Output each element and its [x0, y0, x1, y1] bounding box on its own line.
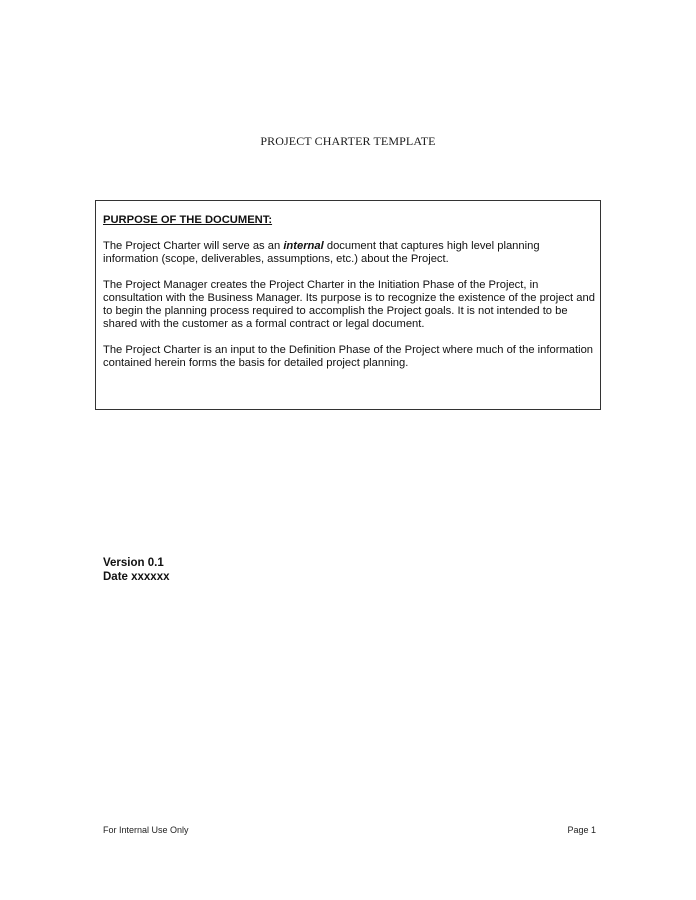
version-label: Version 0.1	[103, 557, 164, 569]
footer-page-number: Page 1	[567, 825, 596, 835]
purpose-box	[95, 200, 601, 410]
paragraph-1-after: document that captures high level planning information (scope, deliverables, assumptions, etc.) about the Project.	[103, 240, 540, 265]
paragraph-1-emphasis: internal	[283, 240, 324, 252]
paragraph-1-before: The Project Charter will serve as an	[103, 240, 284, 252]
purpose-box-content	[103, 214, 595, 383]
document-title: PROJECT CHARTER TEMPLATE	[260, 134, 436, 148]
purpose-paragraph-2: The Project Manager creates the Project Charter in the Initiation Phase of the Project, in consultation with the Business Manager. Its purpose is to recognize the existence of the project and to begin the planning process required to accomplish the Project goals. It is not intended to be shared with the customer as a formal contract or legal document.	[103, 279, 595, 330]
footer-classification: For Internal Use Only	[103, 825, 189, 835]
purpose-paragraph-1	[103, 240, 595, 266]
date-label: Date xxxxxx	[103, 571, 170, 583]
purpose-paragraph-3: The Project Charter is an input to the Definition Phase of the Project where much of the information contained herein forms the basis for detailed project planning.	[103, 344, 594, 369]
version-block	[103, 556, 170, 584]
purpose-heading: PURPOSE OF THE DOCUMENT:	[103, 214, 273, 226]
